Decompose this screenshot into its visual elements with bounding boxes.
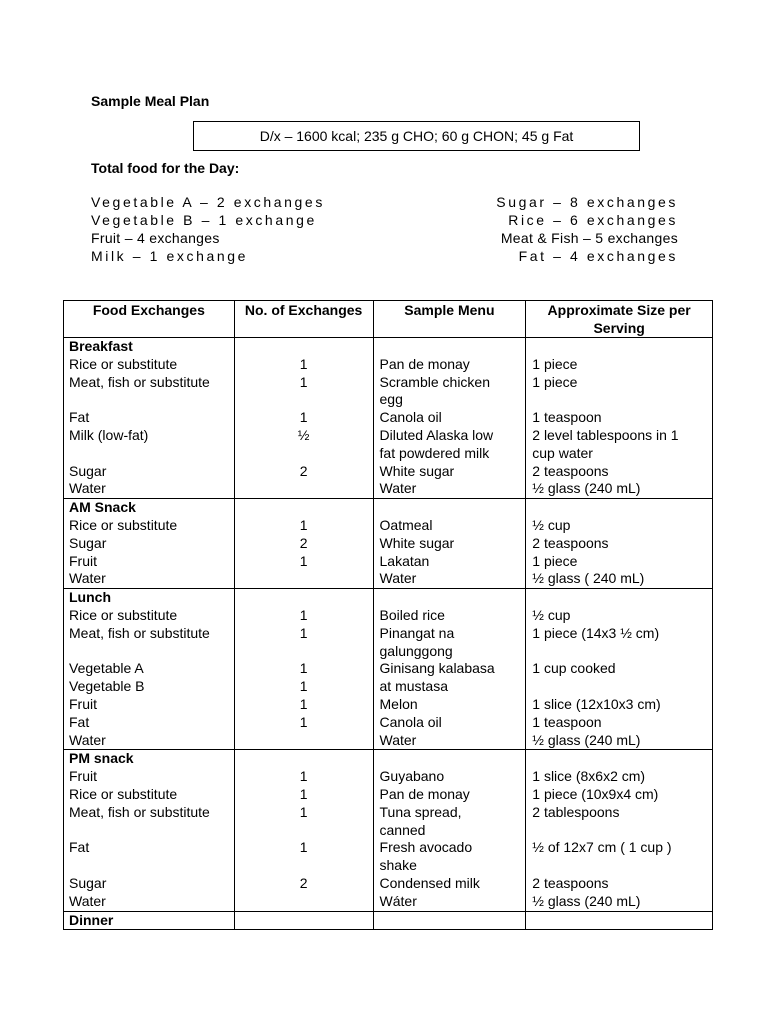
food-exchange-cell xyxy=(64,499,235,589)
diet-prescription-box xyxy=(193,121,640,151)
serving-size-cell xyxy=(526,338,713,499)
cell-line: ½ glass (240 mL) xyxy=(532,731,641,748)
serving-size-cell xyxy=(526,589,713,750)
cell-line: Pan de monay xyxy=(379,355,470,372)
cell-line: 1 xyxy=(299,803,308,820)
section-header-spacer xyxy=(380,338,526,356)
cell-line xyxy=(532,822,712,840)
exchange-count-cell xyxy=(234,499,373,589)
section-header-spacer xyxy=(380,589,526,607)
food-exchange-cell xyxy=(64,338,235,499)
cell-line: 2 level tablespoons in 1 xyxy=(532,426,679,443)
cell-line: 2 xyxy=(299,874,308,891)
cell-line: Water xyxy=(69,480,106,497)
cell-line xyxy=(235,643,373,661)
cell-line: Guyabano xyxy=(379,768,445,785)
cell-line: Fat xyxy=(69,713,90,730)
section-header-spacer xyxy=(380,499,526,517)
cell-line: Water xyxy=(379,570,417,587)
cell-line: Fruit xyxy=(69,552,97,569)
cell-line: Boiled rice xyxy=(379,606,445,623)
cell-line: Meat, fish or substitute xyxy=(69,624,210,641)
cell-line: 1 piece (10x9x4 cm) xyxy=(532,785,659,802)
cell-line: Milk (low-fat) xyxy=(69,426,149,443)
cell-line: Rice or substitute xyxy=(69,606,178,623)
cell-line xyxy=(532,678,712,696)
section-header-spacer xyxy=(532,338,712,356)
meal-section-row xyxy=(64,338,713,499)
section-header-spacer xyxy=(380,912,526,930)
cell-line xyxy=(532,857,712,875)
cell-line: 1 xyxy=(299,624,308,641)
cell-line: fat powdered milk xyxy=(379,444,490,461)
cell-line: shake xyxy=(379,857,417,874)
cell-line: at mustasa xyxy=(379,678,448,695)
cell-line xyxy=(235,445,373,463)
cell-line: 1 piece xyxy=(532,373,578,390)
cell-line: 1 slice (8x6x2 cm) xyxy=(532,768,646,785)
food-exchange-cell xyxy=(64,750,235,911)
cell-line: Canola oil xyxy=(379,409,442,426)
cell-line xyxy=(69,857,234,875)
exchange-item: Sugar – 8 exchanges xyxy=(496,194,678,210)
cell-line: Sugar xyxy=(69,874,107,891)
cell-line xyxy=(532,391,712,409)
cell-line: 1 xyxy=(299,768,308,785)
meal-plan-table xyxy=(63,300,713,930)
cell-line: 2 xyxy=(299,534,308,551)
cell-line: Lakatan xyxy=(379,552,430,569)
meal-section-row xyxy=(64,499,713,589)
exchanges-right-list xyxy=(496,193,678,265)
cell-line xyxy=(235,893,373,911)
cell-line: 1 xyxy=(299,839,308,856)
cell-line: 2 teaspoons xyxy=(532,874,609,891)
cell-line: Condensed milk xyxy=(379,874,480,891)
cell-line: Wáter xyxy=(379,892,417,909)
cell-line: 1 piece (14x3 ½ cm) xyxy=(532,624,660,641)
cell-line: 1 xyxy=(299,409,308,426)
sample-menu-cell xyxy=(373,338,526,499)
cell-line: ½ xyxy=(297,426,310,443)
section-header-spacer xyxy=(380,750,526,768)
section-header-spacer xyxy=(532,750,712,768)
cell-line: ½ of 12x7 cm ( 1 cup ) xyxy=(532,839,672,856)
cell-line: ½ glass ( 240 mL) xyxy=(532,570,645,587)
cell-line: 1 xyxy=(299,660,308,677)
food-exchange-cell xyxy=(64,589,235,750)
cell-line: Meat, fish or substitute xyxy=(69,373,210,390)
exchange-item: Fruit – 4 exchanges xyxy=(91,230,220,246)
cell-line: 1 xyxy=(299,552,308,569)
section-header-spacer xyxy=(532,499,712,517)
cell-line: Water xyxy=(379,480,417,497)
cell-line: Fat xyxy=(69,409,90,426)
cell-line: 1 xyxy=(299,785,308,802)
cell-line: Rice or substitute xyxy=(69,785,178,802)
cell-line xyxy=(69,643,234,661)
sample-menu-cell xyxy=(373,750,526,911)
cell-line: Melon xyxy=(379,695,418,712)
cell-line: 2 tablespoons xyxy=(532,803,620,820)
cell-line: ½ cup xyxy=(532,606,571,623)
cell-line: canned xyxy=(379,821,426,838)
cell-line: Diluted Alaska low xyxy=(379,426,494,443)
exchange-item: Rice – 6 exchanges xyxy=(508,212,678,228)
cell-line: 1 xyxy=(299,695,308,712)
cell-line xyxy=(235,480,373,498)
cell-line: 1 piece xyxy=(532,355,578,372)
cell-line: ½ glass (240 mL) xyxy=(532,892,641,909)
section-header-spacer xyxy=(235,912,373,930)
cell-line: Tuna spread, xyxy=(379,803,462,820)
section-header-spacer xyxy=(532,912,712,930)
cell-line: Fat xyxy=(69,839,90,856)
header-no-of-exchanges: No. of Exchanges xyxy=(234,301,373,338)
cell-line: 1 slice (12x10x3 cm) xyxy=(532,695,661,712)
section-header-spacer xyxy=(235,338,373,356)
cell-line: Vegetable A xyxy=(69,660,144,677)
meal-section-title: AM Snack xyxy=(69,499,136,516)
cell-line xyxy=(235,391,373,409)
exchange-item: Vegetable B – 1 exchange xyxy=(91,212,317,228)
header-sample-menu: Sample Menu xyxy=(373,301,526,338)
food-exchange-cell xyxy=(64,911,235,930)
cell-line: Rice or substitute xyxy=(69,355,178,372)
exchange-count-cell xyxy=(234,911,373,930)
cell-line: Fruit xyxy=(69,695,97,712)
meal-section-row xyxy=(64,589,713,750)
cell-line: ½ cup xyxy=(532,516,571,533)
cell-line: 1 piece xyxy=(532,552,578,569)
total-food-label: Total food for the Day: xyxy=(91,160,240,176)
cell-line xyxy=(235,732,373,750)
serving-size-cell xyxy=(526,499,713,589)
cell-line: Pinangat na xyxy=(379,624,455,641)
sample-menu-cell xyxy=(373,911,526,930)
cell-line xyxy=(69,391,234,409)
cell-line xyxy=(235,857,373,875)
meal-section-title: Dinner xyxy=(69,911,114,928)
section-header-spacer xyxy=(235,589,373,607)
cell-line: cup water xyxy=(532,444,593,461)
cell-line xyxy=(532,643,712,661)
cell-line: Sugar xyxy=(69,462,107,479)
serving-size-cell xyxy=(526,911,713,930)
exchange-item: Milk – 1 exchange xyxy=(91,248,249,264)
cell-line: 2 teaspoons xyxy=(532,462,609,479)
cell-line: White sugar xyxy=(379,462,455,479)
cell-line: Ginisang kalabasa xyxy=(379,660,495,677)
cell-line: Oatmeal xyxy=(379,516,433,533)
meal-section-row xyxy=(64,911,713,930)
exchange-count-cell xyxy=(234,589,373,750)
cell-line xyxy=(235,822,373,840)
cell-line: Water xyxy=(379,731,417,748)
cell-line: 2 xyxy=(299,462,308,479)
cell-line: White sugar xyxy=(379,534,455,551)
exchange-item: Fat – 4 exchanges xyxy=(518,248,678,264)
cell-line: 2 teaspoons xyxy=(532,534,609,551)
exchange-item: Vegetable A – 2 exchanges xyxy=(91,194,325,210)
exchange-item: Meat & Fish – 5 exchanges xyxy=(500,230,678,246)
cell-line: Meat, fish or substitute xyxy=(69,803,210,820)
cell-line: Fruit xyxy=(69,768,97,785)
meal-section-row xyxy=(64,750,713,911)
exchange-count-cell xyxy=(234,750,373,911)
meal-section-title: Breakfast xyxy=(69,338,133,354)
cell-line: 1 xyxy=(299,678,308,695)
cell-line: galunggong xyxy=(379,642,453,659)
section-header-spacer xyxy=(532,589,712,607)
section-header-spacer xyxy=(235,750,373,768)
cell-line: Pan de monay xyxy=(379,785,470,802)
cell-line xyxy=(69,822,234,840)
cell-line: 1 xyxy=(299,373,308,390)
cell-line: 1 teaspoon xyxy=(532,713,602,730)
diet-prescription-text: D/x – 1600 kcal; 235 g CHO; 60 g CHON; 45 g Fat xyxy=(259,128,574,144)
section-header-spacer xyxy=(235,499,373,517)
serving-size-cell xyxy=(526,750,713,911)
cell-line: egg xyxy=(379,391,403,408)
exchange-count-cell xyxy=(234,338,373,499)
cell-line: Water xyxy=(69,731,106,748)
cell-line: Water xyxy=(69,570,106,587)
meal-section-title: PM snack xyxy=(69,750,134,767)
page-title: Sample Meal Plan xyxy=(91,93,210,109)
header-food-exchanges: Food Exchanges xyxy=(64,301,235,338)
cell-line: Sugar xyxy=(69,534,107,551)
exchanges-left-list xyxy=(91,193,325,265)
cell-line: Vegetable B xyxy=(69,678,145,695)
cell-line: ½ glass (240 mL) xyxy=(532,480,641,497)
cell-line xyxy=(69,445,234,463)
cell-line: Water xyxy=(69,892,106,909)
cell-line: 1 xyxy=(299,516,308,533)
cell-line: Rice or substitute xyxy=(69,516,178,533)
cell-line: 1 xyxy=(299,355,308,372)
sample-menu-cell xyxy=(373,499,526,589)
cell-line xyxy=(235,570,373,588)
cell-line: 1 teaspoon xyxy=(532,409,602,426)
meal-section-title: Lunch xyxy=(69,589,111,606)
cell-line: 1 cup cooked xyxy=(532,660,616,677)
cell-line: Canola oil xyxy=(379,713,442,730)
meal-plan-body xyxy=(64,338,713,930)
header-approximate-size: Approximate Size per Serving xyxy=(526,301,713,338)
cell-line: 1 xyxy=(299,606,308,623)
cell-line: 1 xyxy=(299,713,308,730)
sample-menu-cell xyxy=(373,589,526,750)
table-header-row xyxy=(64,301,713,338)
cell-line: Scramble chicken xyxy=(379,373,491,390)
cell-line: Fresh avocado xyxy=(379,839,473,856)
